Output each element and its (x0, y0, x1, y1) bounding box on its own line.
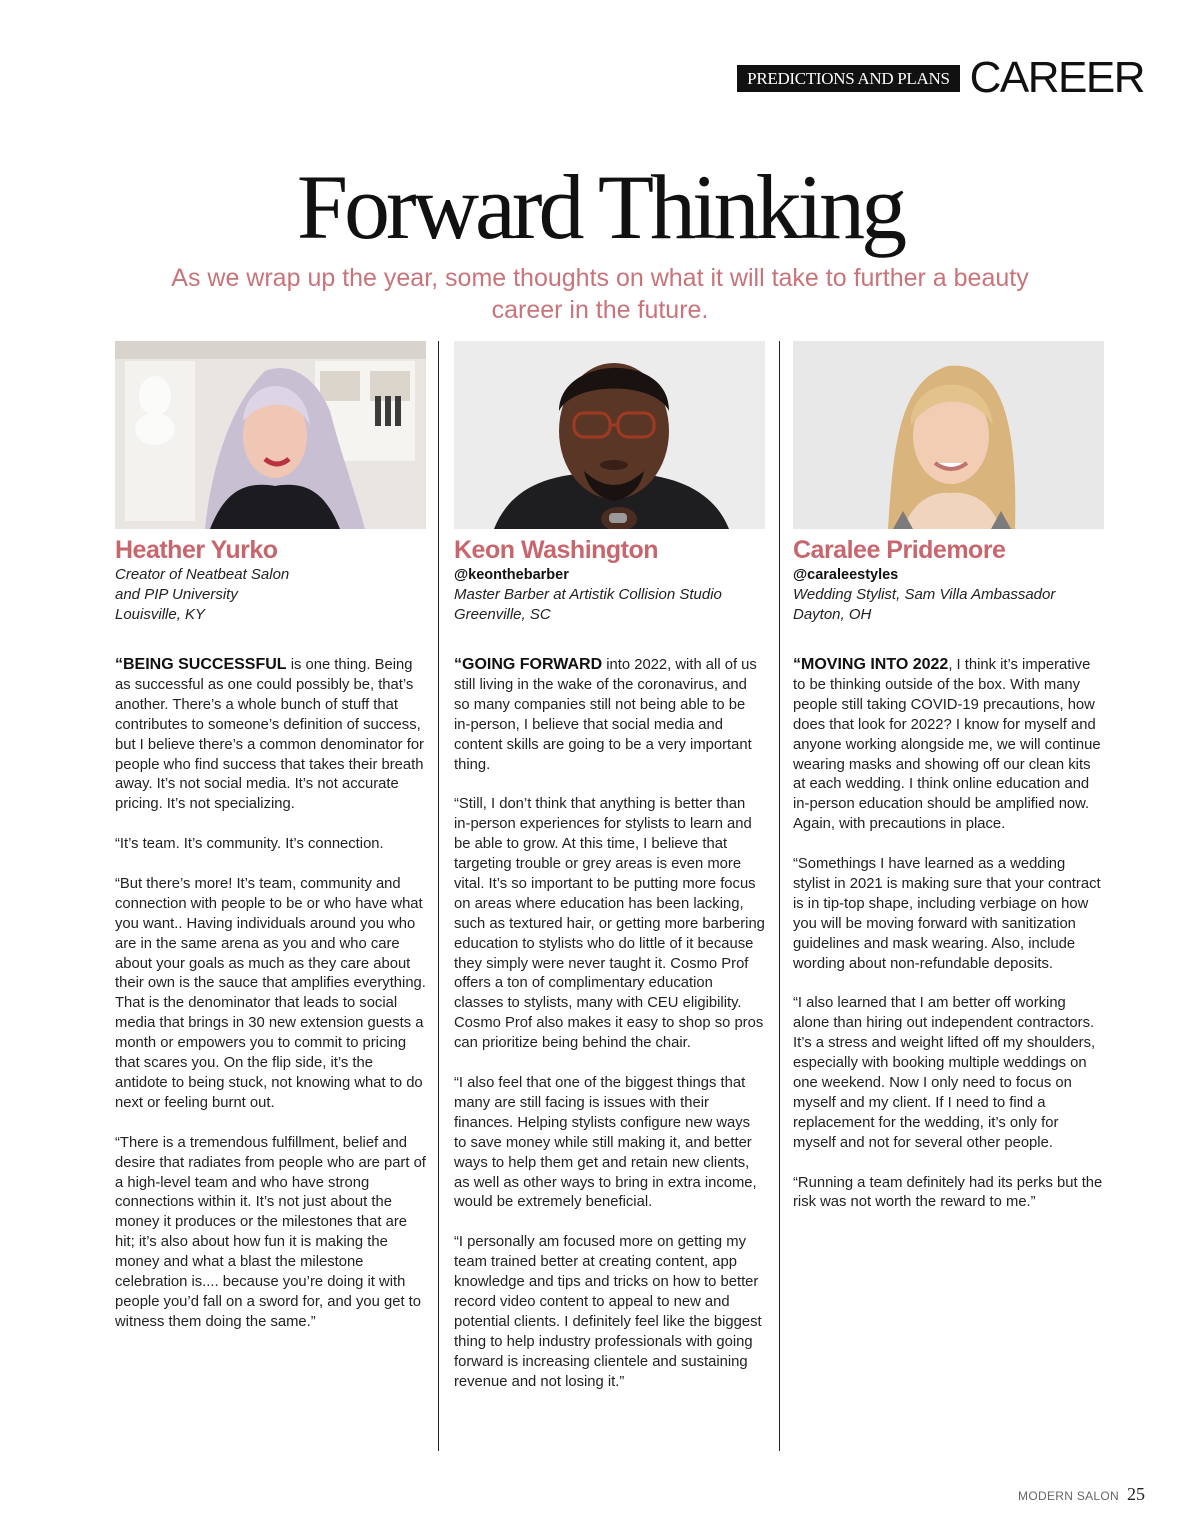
quote-paragraph (454, 655, 765, 775)
quote-body (793, 655, 1104, 1213)
profile-handle: @caraleestyles (793, 567, 899, 583)
quote-body (454, 655, 765, 1392)
portrait-photo-1 (115, 341, 426, 529)
quote-text: , I think it’s imperative to be thinking outside of the box. With many people still taking COVID-19 precautions, how does that look for 2022? I know for myself and anyone working alongside me, we will continue wearing masks and showing off our clean kits at each wedding. I think online education and in-person education should be amplified now. Again, with precautions in place. (793, 657, 1101, 833)
portrait-photo-2 (454, 341, 765, 529)
profile-name: Caralee Pridemore (793, 536, 1006, 564)
profile-column-1 (115, 341, 426, 1353)
profile-location: Dayton, OH (793, 606, 872, 623)
quote-paragraph (793, 655, 1104, 835)
profile-name: Keon Washington (454, 536, 659, 564)
kicker-label: PREDICTIONS AND PLANS (737, 65, 959, 92)
quote-lead: “GOING FORWARD (454, 656, 603, 673)
quote-paragraph: “Somethings I have learned as a wedding stylist in 2021 is making sure that your contract is in tip-top shape, including verbiage on how you will be moving forward with sanitization guidelines and mask wearing. Also, include wording about non-refundable deposits. (793, 856, 1101, 972)
profile-location: Greenville, SC (454, 606, 551, 623)
quote-paragraph: “There is a tremendous fulfillment, belief and desire that radiates from people who are part of a high-level team and who have strong connections within it. It’s not just about the money it produces or the milestones that are hit; it’s also about how fun it is making the money and what a blast the milestone celebration is.... because you’re doing it with people you’d fall on a sword for, and you get to witness them doing the same.” (115, 1134, 426, 1330)
quote-paragraph (115, 655, 426, 815)
quote-paragraph: “But there’s more! It’s team, community and connection with people to be or who have what you want.. Having individuals around you who are in the same arena as you and who care about your goals as much as they care about their own is the sauce that amplifies everything. That is the denominator that leads to social media that brings in 30 new extension guests a month or empowers you to commit to pricing that scares you. On the flip side, it’s the antidote to being stuck, not knowing what to do next or feeling burnt out. (115, 875, 426, 1111)
column-divider (779, 341, 780, 1451)
profile-role-line: Master Barber at Artistik Collision Studio (454, 586, 722, 603)
profile-name: Heather Yurko (115, 536, 278, 564)
article-title: Forward Thinking (296, 156, 904, 258)
quote-paragraph: “I also learned that I am better off working alone than hiring out independent contractors. It’s a stress and weight lifted off my shoulders, especially with booking multiple weddings on one weekend. Now I only need to focus on myself and my client. If I need to find a replacement for the wedding, it’s only for myself and not for several other people. (793, 995, 1096, 1151)
page-footer (1018, 1484, 1145, 1505)
quote-paragraph: “Running a team definitely had its perks but the risk was not worth the reward to me.” (793, 1174, 1103, 1211)
profile-handle: @keonthebarber (454, 567, 569, 583)
page-number: 25 (1127, 1484, 1145, 1504)
profile-location: Louisville, KY (115, 606, 206, 623)
profile-column-3 (793, 341, 1104, 1233)
quote-paragraph: “I personally am focused more on getting my team trained better at creating content, app knowledge and tips and tricks on how to better record video content to appeal to new and potential clients. I definitely feel like the biggest thing to help industry professionals with going forward is increasing clientele and sustaining revenue and not losing it.” (454, 1234, 762, 1390)
quote-paragraph: “Still, I don’t think that anything is better than in-person experiences for stylists to learn and be able to grow. At this time, I believe that targeting trouble or grey areas is even more vital. It’s so important to be putting more focus on areas where education has been lacking, such as textured hair, or getting more barbering education to stylists who do little of it because they simply were never taught it. Cosmo Prof offers a ton of complimentary education classes to stylists, many with CEU eligibility. Cosmo Prof also makes it easy to shop so pros can prioritize being behind the chair. (454, 796, 765, 1052)
quote-paragraph: “It’s team. It’s community. It’s connection. (115, 836, 384, 853)
quote-body (115, 655, 426, 1333)
profile-column-2 (454, 341, 765, 1412)
article-dek: As we wrap up the year, some thoughts on what it will take to further a beauty career in the future. (171, 264, 1029, 324)
quote-lead: “BEING SUCCESSFUL (115, 656, 287, 673)
column-divider (438, 341, 439, 1451)
quote-lead: “MOVING INTO 2022 (793, 656, 949, 673)
profile-role-line: Wedding Stylist, Sam Villa Ambassador (793, 586, 1056, 603)
quote-paragraph: “I also feel that one of the biggest things that many are still facing is issues with their finances. Helping stylists configure new ways to save money while still making it, and better ways to help them get and retain new clients, as well as other ways to bring in extra income, would be extremely beneficial. (454, 1075, 757, 1211)
portrait-photo-3 (793, 341, 1104, 529)
quote-text: into 2022, with all of us still living in the wake of the coronavirus, and so many companies still not being able to be in-person, I believe that social media and content skills are going to be a very important thing. (454, 657, 757, 773)
magazine-name: MODERN SALON (1018, 1489, 1119, 1503)
quote-text: is one thing. Being as successful as one could possibly be, that’s another. There’s a whole bunch of stuff that contributes to someone’s definition of success, but I believe there’s a common denominator for people who find success that takes their breath away. It’s not social media. It’s not accurate pricing. It’s not specializing. (115, 657, 424, 813)
profile-role-line: Creator of Neatbeat Salon (115, 566, 290, 583)
section-label: CAREER (969, 53, 1144, 102)
page-header (737, 53, 1144, 102)
profile-role-line: and PIP University (115, 586, 238, 603)
